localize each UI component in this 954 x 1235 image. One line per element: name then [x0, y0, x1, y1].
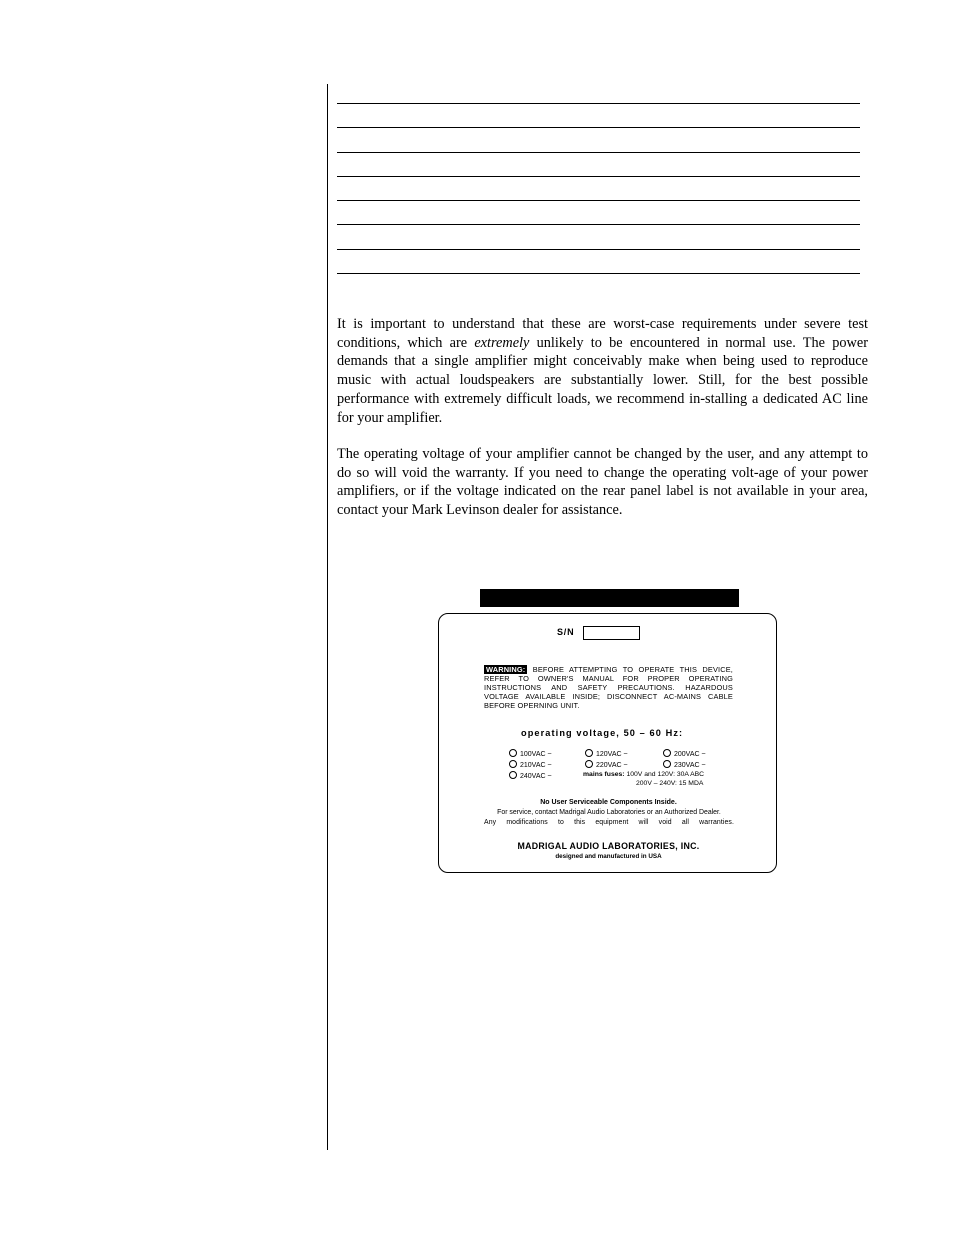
voltage-option-label: 220VAC ~ — [596, 762, 628, 769]
fuses-line: 200V – 240V: 15 MDA — [636, 779, 704, 787]
voltage-option-label: 100VAC ~ — [520, 751, 552, 758]
no-user-service-notice: No User Serviceable Components Inside. — [540, 799, 677, 806]
circle-icon — [663, 749, 671, 757]
fuses-value: 100V and 120V: 30A ABC — [624, 771, 705, 778]
margin-rule — [327, 84, 328, 1150]
voltage-option — [509, 771, 552, 781]
warning-text — [484, 665, 733, 710]
circle-icon — [663, 760, 671, 768]
circle-icon — [509, 771, 517, 779]
emphasis-text: extremely — [474, 334, 530, 351]
made-in-usa: designed and manufactured in USA — [555, 853, 662, 860]
warning-tag: WARNING: — [486, 665, 526, 674]
voltage-option-label: 240VAC ~ — [520, 773, 552, 780]
voltage-option-label: 120VAC ~ — [596, 751, 628, 758]
table-rule — [337, 200, 860, 201]
circle-icon — [509, 749, 517, 757]
table-rule — [337, 176, 860, 177]
table-rule — [337, 127, 860, 128]
voltage-option — [585, 760, 628, 770]
mains-fuses — [583, 771, 704, 788]
circle-icon — [509, 760, 517, 768]
table-rule — [337, 224, 860, 225]
circle-icon — [585, 760, 593, 768]
service-notice — [484, 808, 734, 827]
paragraph-text: It is important to understand that these are worst-case requirements under severe test conditions, which are — [337, 316, 868, 351]
rear-panel-label — [438, 613, 777, 873]
manufacturer-name: MADRIGAL AUDIO LABORATORIES, INC. — [517, 841, 700, 851]
power-requirements-paragraph — [337, 315, 868, 427]
circle-icon — [585, 749, 593, 757]
table-rule — [337, 152, 860, 153]
fuses-label: mains fuses: — [583, 771, 625, 778]
fuses-line — [583, 771, 704, 780]
voltage-option-label: 230VAC ~ — [674, 762, 706, 769]
voltage-option — [585, 749, 628, 759]
label-title-bar — [480, 589, 739, 607]
table-rule — [337, 249, 860, 250]
serial-number-box — [583, 626, 640, 640]
warning-body: BEFORE ATTEMPTING TO OPERATE THIS DEVICE, REFER TO OWNER'S MANUAL FOR PROPER OPERATING INSTRUCTIONS AND SAFETY PRECAUTIONS. HAZARDOUS VOLTAGE AVAILABLE INSIDE; DISCONNECT AC-MAINS CABLE BEFORE OPERNING UNIT. — [484, 665, 733, 710]
operating-voltage-paragraph: The operating voltage of your amplifier cannot be changed by the user, and any attempt to do so will void the warranty. If you need to change the operating volt-age of your power amplifiers, or if the voltage indicated on the rear panel label is not available in your area, contact your Mark Levinson dealer for assistance. — [337, 446, 868, 519]
service-line: Any modifications to this equipment will void all warranties. — [484, 818, 734, 826]
voltage-option — [663, 749, 706, 759]
table-rule — [337, 273, 860, 274]
voltage-option — [509, 749, 552, 759]
voltage-option — [663, 760, 706, 770]
voltage-option-label: 200VAC ~ — [674, 751, 706, 758]
operating-voltage-title: operating voltage, 50 – 60 Hz: — [521, 728, 684, 738]
table-rule — [337, 103, 860, 104]
voltage-option — [509, 760, 552, 770]
service-line: For service, contact Madrigal Audio Laboratories or an Authorized Dealer. — [497, 809, 721, 816]
paragraph-text: unlikely to be encountered in normal use. The power demands that a single amplifier might conceivably make when being used to reproduce music with actual loudspeakers are substantially lower. Still, for the best possible performance with extremely difficult loads, we recommend in-stalling a dedicated AC line for your amplifier. — [337, 334, 868, 426]
serial-number-label: S/N — [557, 627, 575, 637]
voltage-option-label: 210VAC ~ — [520, 762, 552, 769]
